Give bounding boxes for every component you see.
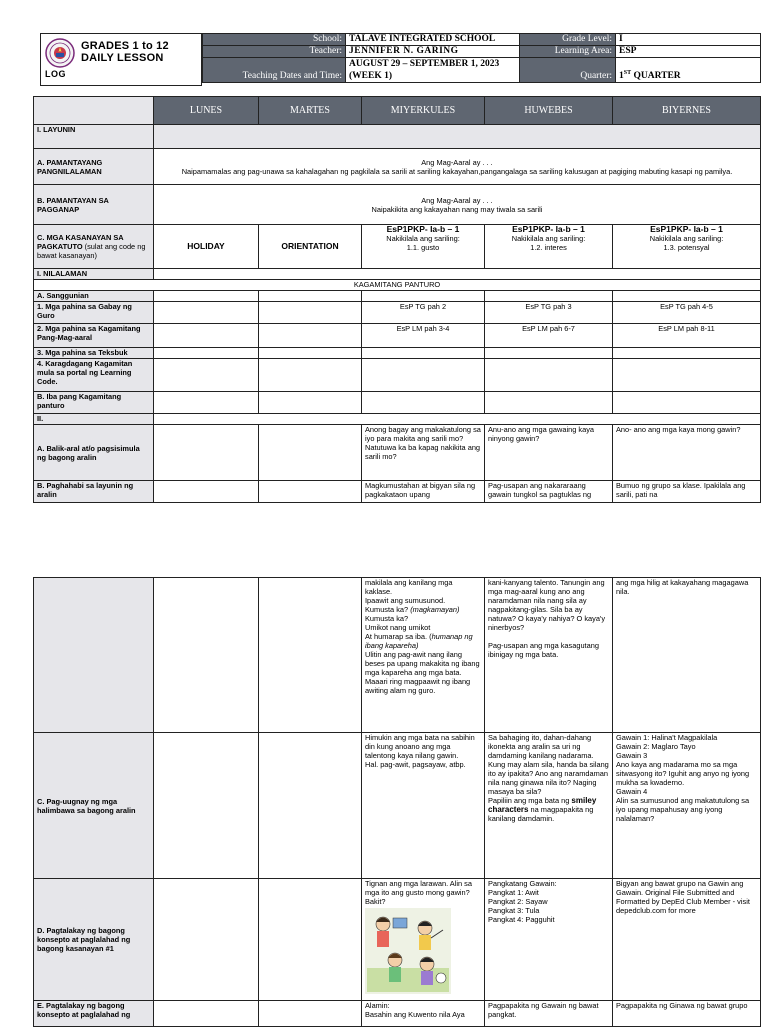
cell [154, 359, 259, 392]
gabay-biyernes: EsP TG pah 4-5 [613, 302, 761, 324]
cont-miy-c-italic: (magkamayan) [410, 605, 460, 614]
kasanayan-lunes: HOLIDAY [154, 225, 259, 269]
paghahabi-cont-miyerkules [362, 578, 485, 733]
pag-uugnay-huw-2a: Papiliin ang mga bata ng [488, 796, 572, 805]
cont-huw-b: Pag-usapan ang mga kasagutang ibinigay ng mga bata. [488, 641, 599, 659]
cell [485, 392, 613, 414]
cell [154, 324, 259, 348]
kagamitang-pang-huwebes: EsP LM pah 6-7 [485, 324, 613, 348]
cont-miy-g: Ulitin ang pag-awit nang ilang beses pa upang makakita ng ibang mga kapareha ang mga bata. [365, 650, 480, 677]
cont-miy-f-italic: humanap ng ibang kapareha) [365, 632, 473, 650]
pagtalakay-2-huwebes: Pagpapakita ng Gawain ng bawat pangkat. [485, 1001, 613, 1027]
cell [154, 733, 259, 879]
nilalaman-label: I. NILALAMAN [34, 269, 154, 280]
layunin-label: I. LAYUNIN [34, 125, 154, 149]
cont-miy-f [365, 632, 481, 650]
cont-miy-f-text: At humarap sa iba. ( [365, 632, 432, 641]
cell [154, 578, 259, 733]
pag-uugnay-miy-2: Hal. pag-awit, pagsayaw, atbp. [365, 760, 466, 769]
grade-label: Grade Level: [520, 34, 616, 46]
lesson-plan-table-page-1 [33, 96, 761, 503]
children-activities-illustration [365, 908, 451, 994]
layunin-row [154, 125, 761, 149]
kasanayan-label-main: C. MGA KASANAYAN SA PAGKATUTO [37, 233, 124, 251]
pag-uugnay-huw-2 [488, 796, 609, 823]
cell [154, 302, 259, 324]
pamantayang-line-1: Ang Mag-Aaral ay . . . [421, 157, 493, 167]
cont-miy-a: makilala ang kanilang mga kaklase. [365, 578, 453, 596]
cell [154, 879, 259, 1001]
cell [154, 392, 259, 414]
kasanayan-biy-line-1: Nakikilala ang sariling: [649, 234, 724, 243]
cell [259, 392, 362, 414]
cell [259, 425, 362, 481]
pag-uugnay-miyerkules [362, 733, 485, 879]
day-header-martes: MARTES [259, 97, 362, 125]
gabay-huwebes: EsP TG pah 3 [485, 302, 613, 324]
cell [485, 291, 613, 302]
pamantayang-line-2: Naipamamalas ang pag-unawa sa kahalagahan ng pagkilala sa sarili at sariling kakayahan,pangangalaga sa sariling kalusugan at pagiging mabuting kasapi ng pamilya. [181, 166, 733, 176]
iba-pang-label: B. Iba pang Kagamitang panturo [34, 392, 154, 414]
pag-uugnay-huwebes [485, 733, 613, 879]
quarter-value [616, 58, 761, 83]
cell [362, 359, 485, 392]
pagtalakay-1-label: D. Pagtalakay ng bagong konsepto at paglalahad ng bagong kasanayan #1 [34, 879, 154, 1001]
day-header-biyernes: BIYERNES [613, 97, 761, 125]
pagganap-line-1: Ang Mag-Aaral ay . . . [421, 195, 493, 205]
kagamitang-panturo-heading: KAGAMITANG PANTURO [34, 280, 761, 291]
cell [259, 359, 362, 392]
pag-uugnay-huw-3: na magpapakita ng kanilang damdamin. [488, 805, 594, 823]
kasanayan-huw-line-1: Nakikilala ang sariling: [511, 234, 586, 243]
cell [613, 392, 761, 414]
teacher-label: Teacher: [203, 46, 346, 58]
kasanayan-label-note: (sulat ang code ng bawat kasanayan) [37, 242, 146, 260]
pagganap-label: B. PAMANTAYAN SA PAGGANAP [34, 185, 154, 225]
kasanayan-miyerkules [362, 225, 485, 269]
cont-miy-h: Maaari ring magpaawit ng ibang awiting alam ng guro. [365, 677, 471, 695]
gabay-miyerkules: EsP TG pah 2 [362, 302, 485, 324]
paghahabi-cont-huwebes [485, 578, 613, 733]
pagtalakay-1-biyernes: Bigyan ang bawat grupo na Gawin ang Gawain. Original File Submitted and Formatted by DepEd Club Member - visit depedclub.com for more [613, 879, 761, 1001]
quarter-label: Quarter: [520, 58, 616, 83]
cell [613, 348, 761, 359]
title-line-1: GRADES 1 to 12 [81, 40, 169, 52]
area-value: ESP [616, 46, 761, 58]
continuation-label [34, 578, 154, 733]
cont-miy-e: Umikot nang umikot [365, 623, 431, 632]
paghahabi-label: B. Paghahabi sa layunin ng aralin [34, 481, 154, 503]
school-value: TALAVE INTEGRATED SCHOOL [346, 34, 520, 46]
pagganap-line-2: Naipakikita ang kakayahan nang may tiwala sa sarili [371, 204, 543, 214]
pag-uugnay-miy-1: Himukin ang mga bata na sabihin din kung anoano ang mga talentong kaya nilang gawin. [365, 733, 475, 760]
kasanayan-miy-line-2: 1.1. gusto [406, 243, 440, 252]
kasanayan-biy-line-2: 1.3. potensyal [663, 243, 710, 252]
kasanayan-biy-code: EsP1PKP- Ia-b – 1 [650, 224, 723, 234]
cont-miy-b: Ipaawit ang sumusunod. [365, 596, 446, 605]
kasanayan-miy-line-1: Nakikilala ang sariling: [386, 234, 460, 243]
cell [485, 359, 613, 392]
cell [485, 348, 613, 359]
pag-uugnay-huw-1: Sa bahaging ito, dahan-dahang ikonekta ang aralin sa uri ng damdaming kanilang nadarama. Kung may alam sila, handa ba silang ito ay ipakita? Ano ang naramdaman nila nang ginawa nila ito? Naging masaya ba sila? [488, 733, 609, 796]
sanggunian-label: A. Sanggunian [34, 291, 154, 302]
pagtalakay-2-label: E. Pagtalakay ng bagong konsepto at paglalahad ng [34, 1001, 154, 1027]
cont-miy-c [365, 605, 481, 614]
teksbuk-label: 3. Mga pahina sa Teksbuk [34, 348, 154, 359]
cell [613, 291, 761, 302]
paghahabi-cont-biyernes: ang mga hilig at kakayahang magagawa nila. [613, 578, 761, 733]
cell [259, 879, 362, 1001]
paghahabi-miyerkules: Magkumustahan at bigyan sila ng pagkakataon upang [362, 481, 485, 503]
cell [259, 481, 362, 503]
quarter-sup: ST [623, 69, 632, 76]
info-table [202, 33, 761, 83]
area-label: Learning Area: [520, 46, 616, 58]
pagtalakay-1-miy-text: Tignan ang mga larawan. Alin sa mga ito ang gusto mong gawin? Bakit? [365, 879, 472, 906]
spacer [488, 632, 609, 641]
dates-line-2: (WEEK 1) [349, 71, 393, 81]
cell [259, 733, 362, 879]
kagamitang-pang-biyernes: EsP LM pah 8-11 [613, 324, 761, 348]
cont-miy-d: Kumusta ka? [365, 614, 409, 623]
cell [154, 348, 259, 359]
pagganap-content [154, 185, 761, 225]
pamantayang-label: A. PAMANTAYANG PANGNILALAMAN [34, 149, 154, 185]
kasanayan-huw-code: EsP1PKP- Ia-b – 1 [512, 224, 585, 234]
lesson-plan-table-page-2 [33, 577, 761, 1027]
paghahabi-huwebes: Pag-usapan ang nakararaang gawain tungkol sa pagtuklas ng [485, 481, 613, 503]
cont-huw-a: kani-kanyang talento. Tanungin ang mga mag-aaral kung ano ang naramdaman nila nang sila ay nagpakitang-gilas. Sila ba ay natuwa? O kaya'y nahiya? O kaya'y ninerbyos? [488, 578, 606, 632]
pag-uugnay-huw-2b: smiley characters [488, 796, 597, 814]
day-header-lunes: LUNES [154, 97, 259, 125]
dates-line-1: AUGUST 29 – SEPTEMBER 1, 2023 [349, 59, 500, 69]
pag-uugnay-biyernes: Gawain 1: Halina't Magpakilala Gawain 2: Maglaro Tayo Gawain 3 Ano kaya ang madarama mo sa mga sitwasyong ito? Iguhit ang anyo ng iyong mukha sa kwaderno. Gawain 4 Alin sa sumusunod ang makatutulong sa iyo upang mapahusay ang iyong nalalaman? [613, 733, 761, 879]
day-header-huwebes: HUWEBES [485, 97, 613, 125]
deped-seal-icon [45, 38, 75, 68]
kasanayan-martes: ORIENTATION [259, 225, 362, 269]
kasanayan-miy-code: EsP1PKP- Ia-b – 1 [386, 224, 460, 234]
kasanayan-label [34, 225, 154, 269]
balik-aral-miyerkules: Anong bagay ang makakatulong sa iyo para makita ang sarili mo? Natutuwa ka ba kapag nakikita ang sarili mo? [362, 425, 485, 481]
cell [259, 1001, 362, 1027]
kasanayan-biyernes [613, 225, 761, 269]
pagtalakay-2-biyernes: Pagpapakita ng Ginawa ng bawat grupo [613, 1001, 761, 1027]
cont-miy-c-text: Kumusta ka? [365, 605, 411, 614]
header-logo-block [40, 33, 202, 86]
cell [259, 348, 362, 359]
karagdagang-label: 4. Karagdagang Kagamitan mula sa portal ng Learning Code. [34, 359, 154, 392]
pag-uugnay-label: C. Pag-uugnay ng mga halimbawa sa bagong aralin [34, 733, 154, 879]
pagtalakay-1-miyerkules [362, 879, 485, 1001]
header-blank-cell [34, 97, 154, 125]
paghahabi-biyernes: Bumuo ng grupo sa klase. Ipakilala ang sarili, pati na [613, 481, 761, 503]
quarter-word: QUARTER [633, 71, 681, 81]
title-line-2: DAILY LESSON [81, 52, 164, 64]
kagamitang-pang-miyerkules: EsP LM pah 3-4 [362, 324, 485, 348]
kasanayan-huw-line-2: 1.2. interes [530, 243, 567, 252]
quarter-num: 1 [619, 71, 624, 81]
grade-value: I [616, 34, 761, 46]
cell [362, 348, 485, 359]
cell [154, 291, 259, 302]
cell [154, 481, 259, 503]
balik-aral-label: A. Balik-aral at/o pagsisimula ng bagong aralin [34, 425, 154, 481]
ii-row [154, 414, 761, 425]
kagamitang-pang-label: 2. Mga pahina sa Kagamitang Pang-Mag-aaral [34, 324, 154, 348]
ii-label: II. [34, 414, 154, 425]
dates-value [346, 58, 520, 83]
day-header-miyerkules: MIYERKULES [362, 97, 485, 125]
cell [259, 324, 362, 348]
logo-text: LOG [45, 69, 66, 79]
teacher-value: JENNIFER N. GARING [346, 46, 520, 58]
cell [154, 425, 259, 481]
cell [613, 359, 761, 392]
kasanayan-huwebes [485, 225, 613, 269]
cell [259, 291, 362, 302]
balik-aral-huwebes: Anu-ano ang mga gawaing kaya ninyong gawin? [485, 425, 613, 481]
pamantayang-content [154, 149, 761, 185]
pagtalakay-1-huwebes: Pangkatang Gawain: Pangkat 1: Awit Pangkat 2: Sayaw Pangkat 3: Tula Pangkat 4: Pagguhit [485, 879, 613, 1001]
dates-label: Teaching Dates and Time: [203, 58, 346, 83]
cell [362, 291, 485, 302]
school-label: School: [203, 34, 346, 46]
cell [259, 302, 362, 324]
nilalaman-row [154, 269, 761, 280]
gabay-label: 1. Mga pahina sa Gabay ng Guro [34, 302, 154, 324]
cell [362, 392, 485, 414]
balik-aral-biyernes: Ano- ano ang mga kaya mong gawin? [613, 425, 761, 481]
pagtalakay-2-miyerkules: Alamin: Basahin ang Kuwento nila Aya [362, 1001, 485, 1027]
cell [154, 1001, 259, 1027]
cell [259, 578, 362, 733]
